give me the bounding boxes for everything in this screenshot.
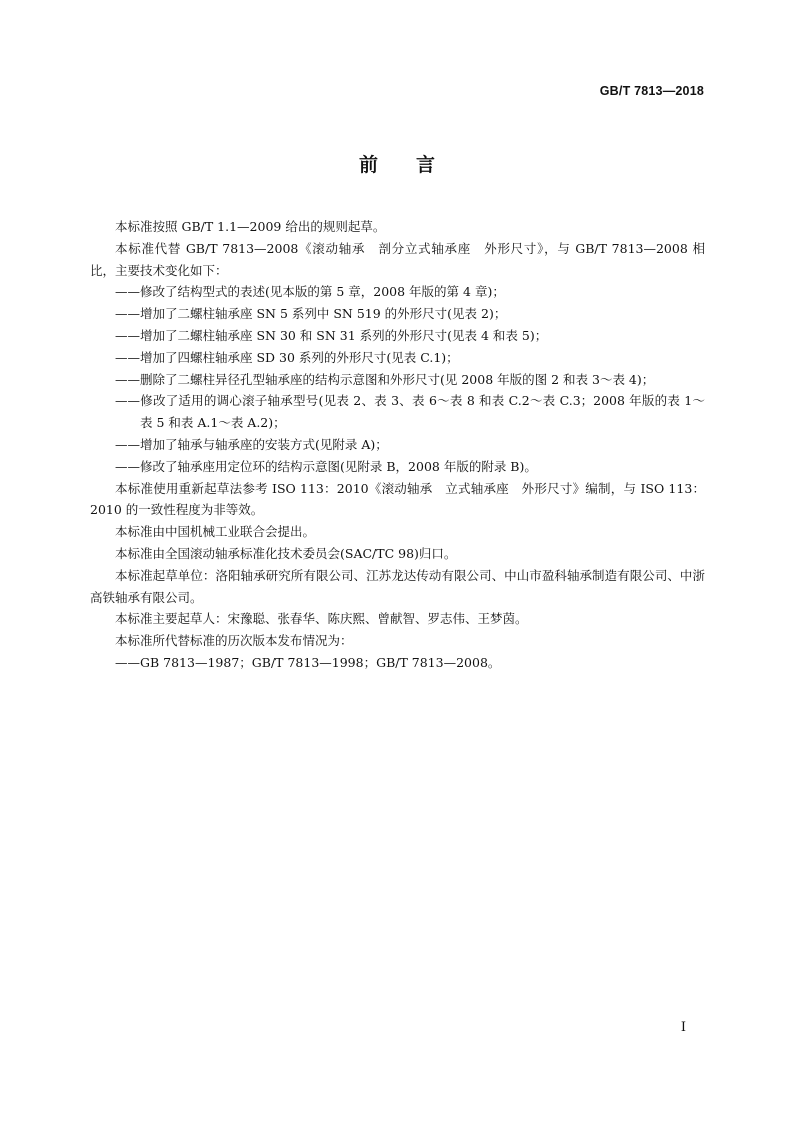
change-item: ——修改了轴承座用定位环的结构示意图(见附录 B，2008 年版的附录 B)。 — [115, 458, 537, 474]
change-item: ——删除了二螺柱异径孔型轴承座的结构示意图和外形尺寸(见 2008 年版的图 2 和表 3～表 4)； — [115, 371, 655, 387]
paragraph-drafters: 本标准主要起草人：宋豫聪、张春华、陈庆熙、曾献智、罗志伟、王梦茵。 — [115, 611, 528, 627]
paragraph-proposed-by: 本标准由中国机械工业联合会提出。 — [115, 524, 316, 540]
page-title: 前言 — [358, 154, 473, 176]
paragraph-drafting-units: 本标准起草单位：洛阳轴承研究所有限公司、江苏龙达传动有限公司、中山市盈科轴承制造有限公司、中浙高铁轴承有限公司。 — [90, 567, 705, 605]
change-item: ——增加了二螺柱轴承座 SN 5 系列中 SN 519 的外形尺寸(见表 2)； — [115, 306, 507, 322]
page-number: I — [680, 1020, 686, 1035]
change-item: ——增加了二螺柱轴承座 SN 30 和 SN 31 系列的外形尺寸(见表 4 和表 5)； — [115, 327, 548, 343]
document-body — [90, 216, 705, 674]
change-item: ——增加了轴承与轴承座的安装方式(见附录 A)； — [115, 436, 388, 452]
paragraph-previous-editions: 本标准所代替标准的历次版本发布情况为： — [115, 633, 353, 649]
paragraph-replaces: 本标准代替 GB/T 7813—2008《滚动轴承 剖分立式轴承座 外形尺寸》，与 GB/T 7813—2008 相比，主要技术变化如下： — [90, 240, 705, 278]
change-item: ——修改了适用的调心滚子轴承型号(见表 2、表 3、表 6～表 8 和表 C.2～表 C.3；2008 年版的表 1～表 5 和表 A.1～表 A.2)； — [115, 393, 705, 431]
paragraph-drafting-rules: 本标准按照 GB/T 1.1—2009 给出的规则起草。 — [115, 219, 386, 234]
change-item: ——修改了结构型式的表述(见本版的第 5 章，2008 年版的第 4 章)； — [115, 284, 505, 300]
standard-code: GB/T 7813—2018 — [599, 84, 704, 98]
previous-editions-list: ——GB 7813—1987；GB/T 7813—1998；GB/T 7813—2008。 — [115, 654, 501, 670]
change-item: ——增加了四螺柱轴承座 SD 30 系列的外形尺寸(见表 C.1)； — [115, 349, 459, 365]
paragraph-iso-reference: 本标准使用重新起草法参考 ISO 113：2010《滚动轴承 立式轴承座 外形尺寸》编制，与 ISO 113：2010 的一致性程度为非等效。 — [90, 480, 705, 518]
paragraph-under-jurisdiction: 本标准由全国滚动轴承标准化技术委员会(SAC/TC 98)归口。 — [115, 545, 457, 561]
